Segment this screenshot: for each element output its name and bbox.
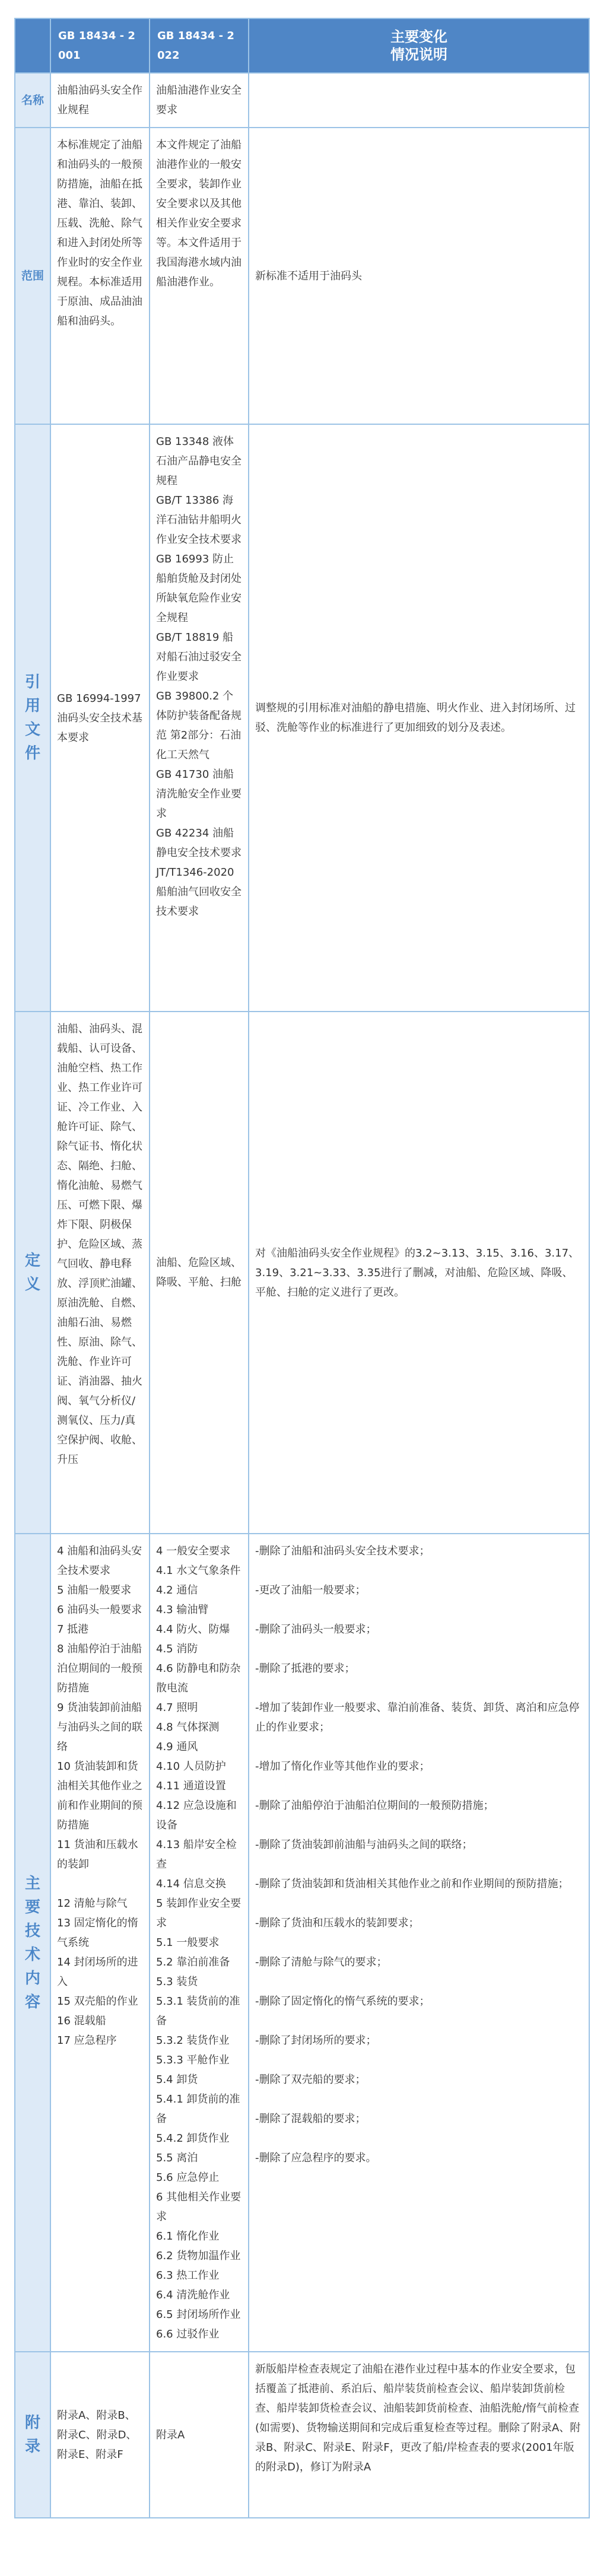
- references-changes: 调整规的引用标准对油船的静电措施、明火作业、进入封闭场所、过驳、洗舱等作业的标准进行了更加细致的划分及表述。: [249, 424, 589, 1012]
- header-row: [15, 18, 589, 73]
- change-item: -删除了油船和油码头安全技术要求；: [255, 1545, 430, 1557]
- appendix-2001: 附录A、附录B、附录C、附录D、附录E、附录F: [50, 2352, 150, 2518]
- appendix-2022: 附录A: [150, 2352, 249, 2518]
- spacer: [255, 1776, 583, 1796]
- change-item: -删除了货油装卸和货油相关其他作业之前和作业期间的预防措施；: [255, 1878, 569, 1890]
- requirement-item: 16 混载船: [57, 2015, 106, 2027]
- requirements-changes-list: [255, 1541, 583, 2168]
- requirement-item: 5.4 卸货: [156, 2073, 198, 2086]
- reference-item: GB 42234 油船静电安全技术要求: [156, 827, 242, 859]
- definitions-2001: 油船、油码头、混载船、认可设备、油舱空档、热工作业、热工作业许可证、冷工作业、入舱许可证、除气、除气证书、惰化状态、隔绝、扫舱、惰化油舱、易燃气压、可燃下限、爆炸下限、阴极保护、危险区域、蒸气回收、静电释放、浮顶贮油罐、原油洗舱、自燃、油船石油、易燃性、原油、除气、洗舱、作业许可证、消油器、抽火阀、氧气分析仪/测氧仪、压力/真空保护阀、收舱、升压: [50, 1012, 150, 1534]
- requirement-item: 4.14 信息交换: [156, 1878, 226, 1890]
- reference-item: GB/T 18819 船对船石油过驳安全作业要求: [156, 631, 242, 683]
- appendix-changes: 新版船岸检查表规定了油船在港作业过程中基本的作业安全要求，包括覆盖了抵港前、系泊后、船岸装货前检查会议、船岸装卸货前检查、船岸装卸货检查会议、油船装卸货前检查、油船洗舱/惰气前检查(如需要)、货物输送期间和完成后重复检查等过程。删除了附录A、附录B、附录C、附录E、附录F，更改了船/岸检查表的要求(2001年版的附录D)，修订为附录A: [249, 2352, 589, 2518]
- requirement-item: 5.4.1 卸货前的准备: [156, 2093, 240, 2125]
- change-item: -更改了油船一般要求；: [255, 1584, 366, 1597]
- scope-2022: 本文件规定了油船油港作业的一般安全要求，装卸作业安全要求以及其他相关作业安全要求等。本文件适用于我国海港水域内油船油港作业。: [150, 128, 249, 424]
- requirement-item: 4.3 输油臂: [156, 1604, 209, 1616]
- category-definitions: 定义: [15, 1012, 50, 1534]
- requirement-item: 4.8 气体探测: [156, 1721, 220, 1734]
- spacer: [255, 1639, 583, 1659]
- spacer: [255, 2090, 583, 2109]
- requirement-item: 6.2 货物加温作业: [156, 2250, 241, 2262]
- requirement-item: [57, 1874, 143, 1894]
- definitions-2022: 油船、危险区域、降吸、平舱、扫舱: [150, 1012, 249, 1534]
- requirement-item: 5.3.1 装货前的准备: [156, 1995, 240, 2027]
- row-references: [15, 424, 589, 1012]
- requirement-item: 5.4.2 卸货作业: [156, 2132, 230, 2145]
- change-item: -删除了混载船的要求；: [255, 2113, 366, 2125]
- comparison-table-wrapper: [14, 18, 589, 2518]
- row-scope: [15, 128, 589, 424]
- reference-item: JT/T1346-2020 船舶油气回收安全技术要求: [156, 866, 242, 918]
- requirement-item: 5 油船一般要求: [57, 1584, 132, 1597]
- category-appendix: 附录: [15, 2352, 50, 2518]
- requirement-item: 5 装卸作业安全要求: [156, 1897, 242, 1929]
- scope-2001: 本标准规定了油船和油码头的一般预防措施，油船在抵港、靠泊、装卸、压载、洗舱、除气和进入封闭处所等作业时的安全作业规程。本标准适用于原油、成品油油船和油码头。: [50, 128, 150, 424]
- scope-changes: 新标准不适用于油码头: [249, 128, 589, 424]
- requirements-2001-list: [57, 1541, 143, 2050]
- row-name: [15, 73, 589, 128]
- requirement-item: 6 油码头一般要求: [57, 1604, 142, 1616]
- change-item: -删除了货油装卸前油船与油码头之间的联络；: [255, 1839, 473, 1851]
- requirement-item: 4.4 防火、防爆: [156, 1623, 230, 1636]
- spacer: [255, 2129, 583, 2148]
- header-changes-text: 主要变化 情况说明: [390, 28, 447, 63]
- category-scope: 范围: [15, 128, 50, 424]
- requirement-item: 4.2 通信: [156, 1584, 198, 1597]
- name-changes: [249, 73, 589, 128]
- references-2022-list: [156, 432, 242, 921]
- spacer: [255, 2011, 583, 2031]
- spacer: [255, 2050, 583, 2070]
- requirements-2022: [150, 1534, 249, 2352]
- requirement-item: 6.6 过驳作业: [156, 2328, 220, 2340]
- name-2001: 油船油码头安全作业规程: [50, 73, 150, 128]
- change-item: -增加了装卸作业一般要求、靠泊前准备、装货、卸货、离泊和应急停止的作业要求；: [255, 1702, 580, 1734]
- requirement-item: 4.9 通风: [156, 1741, 198, 1753]
- header-category: [15, 18, 50, 73]
- change-item: -删除了双壳船的要求；: [255, 2073, 366, 2086]
- change-item: -删除了油船停泊于油船泊位期间的一般预防措施；: [255, 1799, 494, 1812]
- requirement-item: 4.11 通道设置: [156, 1780, 226, 1792]
- requirement-item: 17 应急程序: [57, 2034, 117, 2047]
- references-2022: [150, 424, 249, 1012]
- spacer: [255, 1737, 583, 1757]
- spacer: [255, 1894, 583, 1913]
- requirement-item: 5.5 离泊: [156, 2152, 198, 2164]
- requirement-item: 6.3 热工作业: [156, 2269, 220, 2282]
- change-item: -删除了清舱与除气的要求；: [255, 1956, 387, 1968]
- spacer: [255, 1561, 583, 1580]
- requirement-item: 4.13 船岸安全检查: [156, 1839, 237, 1871]
- requirement-item: 4.6 防静电和防杂散电流: [156, 1662, 241, 1694]
- requirement-item: 5.2 靠泊前准备: [156, 1956, 230, 1968]
- reference-item: GB 39800.2 个体防护装备配备规范 第2部分：石油化工天然气: [156, 690, 242, 761]
- requirement-item: 6.1 惰化作业: [156, 2230, 220, 2243]
- requirement-item: 4.12 应急设施和设备: [156, 1799, 237, 1831]
- reference-item: GB/T 13386 海洋石油钻井船明火作业安全技术要求: [156, 494, 242, 546]
- change-item: -删除了封闭场所的要求；: [255, 2034, 377, 2047]
- spacer: [255, 1678, 583, 1698]
- requirement-item: 5.1 一般要求: [156, 1936, 220, 1949]
- requirement-item: 4.5 消防: [156, 1643, 198, 1655]
- requirement-item: 7 抵港: [57, 1623, 89, 1636]
- spacer: [255, 1972, 583, 1992]
- requirement-item: 11 货油和压载水的装卸: [57, 1839, 138, 1871]
- change-item: -删除了油码头一般要求；: [255, 1623, 377, 1636]
- requirement-item: 10 货油装卸和货油相关其他作业之前和作业期间的预防措施: [57, 1760, 142, 1831]
- requirement-item: 12 清舱与除气: [57, 1897, 128, 1910]
- change-item: -删除了抵港的要求；: [255, 1662, 355, 1675]
- requirement-item: 5.3.3 平舱作业: [156, 2054, 230, 2066]
- row-appendix: [15, 2352, 589, 2518]
- reference-item: GB 13348 液体石油产品静电安全规程: [156, 435, 242, 487]
- spacer: [255, 1855, 583, 1874]
- reference-item: GB 16993 防止船舶货舱及封闭处所缺氧危险作业安全规程: [156, 553, 242, 624]
- requirement-item: 15 双壳船的作业: [57, 1995, 138, 2008]
- definitions-changes: 对《油船油码头安全作业规程》的3.2~3.13、3.15、3.16、3.17、3.19、3.21~3.33、3.35进行了删减，对油船、危险区域、降吸、平舱、扫舱的定义进行了更改。: [249, 1012, 589, 1534]
- change-item: -增加了惰化作业等其他作业的要求；: [255, 1760, 430, 1773]
- requirement-item: 4 油船和油码头安全技术要求: [57, 1545, 142, 1577]
- category-references: 引用文件: [15, 424, 50, 1012]
- header-changes: [249, 18, 589, 73]
- requirement-item: 14 封闭场所的进入: [57, 1956, 138, 1988]
- requirement-item: 4.10 人员防护: [156, 1760, 226, 1773]
- category-requirements: 主要技术内容: [15, 1534, 50, 2352]
- change-item: -删除了货油和压载水的装卸要求；: [255, 1917, 420, 1929]
- requirement-item: 6 其他相关作业要求: [156, 2191, 242, 2223]
- name-2022: 油船油港作业安全要求: [150, 73, 249, 128]
- row-definitions: [15, 1012, 589, 1534]
- requirement-item: 13 固定惰化的惰气系统: [57, 1917, 138, 1949]
- requirement-item: 4.1 水文气象条件: [156, 1564, 241, 1577]
- requirement-item: 5.3 装货: [156, 1976, 198, 1988]
- requirements-2001: [50, 1534, 150, 2352]
- requirement-item: 4 一般安全要求: [156, 1545, 231, 1557]
- spacer: [255, 1933, 583, 1952]
- requirements-changes: [249, 1534, 589, 2352]
- change-item: -删除了应急程序的要求。: [255, 2152, 377, 2164]
- requirements-2022-list: [156, 1541, 242, 2344]
- header-2001: GB 18434 - 2001: [50, 18, 150, 73]
- category-name: 名称: [15, 73, 50, 128]
- reference-item: GB 41730 油船清洗舱安全作业要求: [156, 768, 242, 820]
- spacer: [255, 1600, 583, 1620]
- row-requirements: [15, 1534, 589, 2352]
- references-2001: GB 16994-1997 油码头安全技术基本要求: [50, 424, 150, 1012]
- spacer: [255, 1815, 583, 1835]
- standard-comparison-table: [14, 18, 590, 2518]
- requirement-item: 6.5 封闭场所作业: [156, 2308, 241, 2321]
- requirement-item: 5.3.2 装货作业: [156, 2034, 230, 2047]
- requirement-item: 6.4 清洗舱作业: [156, 2289, 230, 2301]
- requirement-item: 8 油船停泊于油船泊位期间的一般预防措施: [57, 1643, 142, 1694]
- requirement-item: 5.6 应急停止: [156, 2171, 220, 2184]
- header-2022: GB 18434 - 2022: [150, 18, 249, 73]
- change-item: -删除了固定惰化的惰气系统的要求；: [255, 1995, 430, 2008]
- requirement-item: 4.7 照明: [156, 1702, 198, 1714]
- requirement-item: 9 货油装卸前油船与油码头之间的联络: [57, 1702, 142, 1753]
